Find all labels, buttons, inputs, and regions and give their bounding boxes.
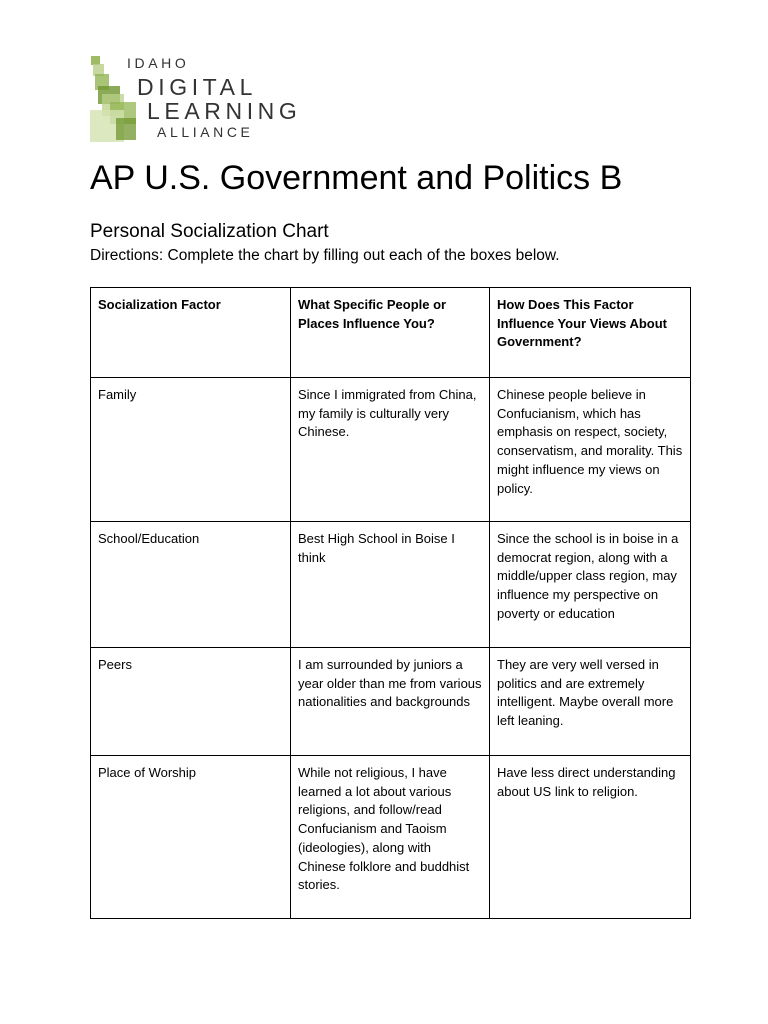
document-title: AP U.S. Government and Politics B	[90, 159, 623, 197]
cell-influence: Have less direct understanding about US link to religion.	[490, 756, 691, 919]
header-influence-on-views: How Does This Factor Influence Your Views About Government?	[490, 288, 691, 378]
cell-people-places: Since I immigrated from China, my family is culturally very Chinese.	[291, 378, 490, 522]
socialization-chart-table	[90, 287, 691, 919]
header-specific-people-places: What Specific People or Places Influence You?	[291, 288, 490, 378]
cell-people-places: Best High School in Boise I think	[291, 522, 490, 648]
cell-influence: Chinese people believe in Confucianism, which has emphasis on respect, society, conservatism, and morality. This might influence my views on policy.	[490, 378, 691, 522]
header-socialization-factor: Socialization Factor	[91, 288, 291, 378]
table-row	[91, 522, 691, 648]
cell-influence: Since the school is in boise in a democrat region, along with a middle/upper class region, may influence my perspective on poverty or education	[490, 522, 691, 648]
cell-people-places: While not religious, I have learned a lot about various religions, and follow/read Confucianism and Taoism (ideologies), along with Chinese folklore and buddhist stories.	[291, 756, 490, 919]
cell-people-places: I am surrounded by juniors a year older than me from various nationalities and backgrounds	[291, 648, 490, 756]
logo-line-alliance: ALLIANCE	[157, 124, 254, 140]
table-header-row	[91, 288, 691, 378]
logo-line-idaho: IDAHO	[127, 55, 190, 71]
table-row	[91, 378, 691, 522]
cell-factor: Place of Worship	[91, 756, 291, 919]
document-directions: Directions: Complete the chart by filling out each of the boxes below.	[90, 247, 560, 264]
logo-line-learning: LEARNING	[147, 98, 302, 124]
cell-influence: They are very well versed in politics and are extremely intelligent. Maybe overall more left leaning.	[490, 648, 691, 756]
cell-factor: School/Education	[91, 522, 291, 648]
logo-line-digital: DIGITAL	[137, 74, 257, 100]
cell-factor: Peers	[91, 648, 291, 756]
idaho-digital-learning-alliance-logo	[88, 54, 308, 146]
document-subtitle: Personal Socialization Chart	[90, 221, 329, 242]
table-row	[91, 648, 691, 756]
cell-factor: Family	[91, 378, 291, 522]
table-row	[91, 756, 691, 919]
